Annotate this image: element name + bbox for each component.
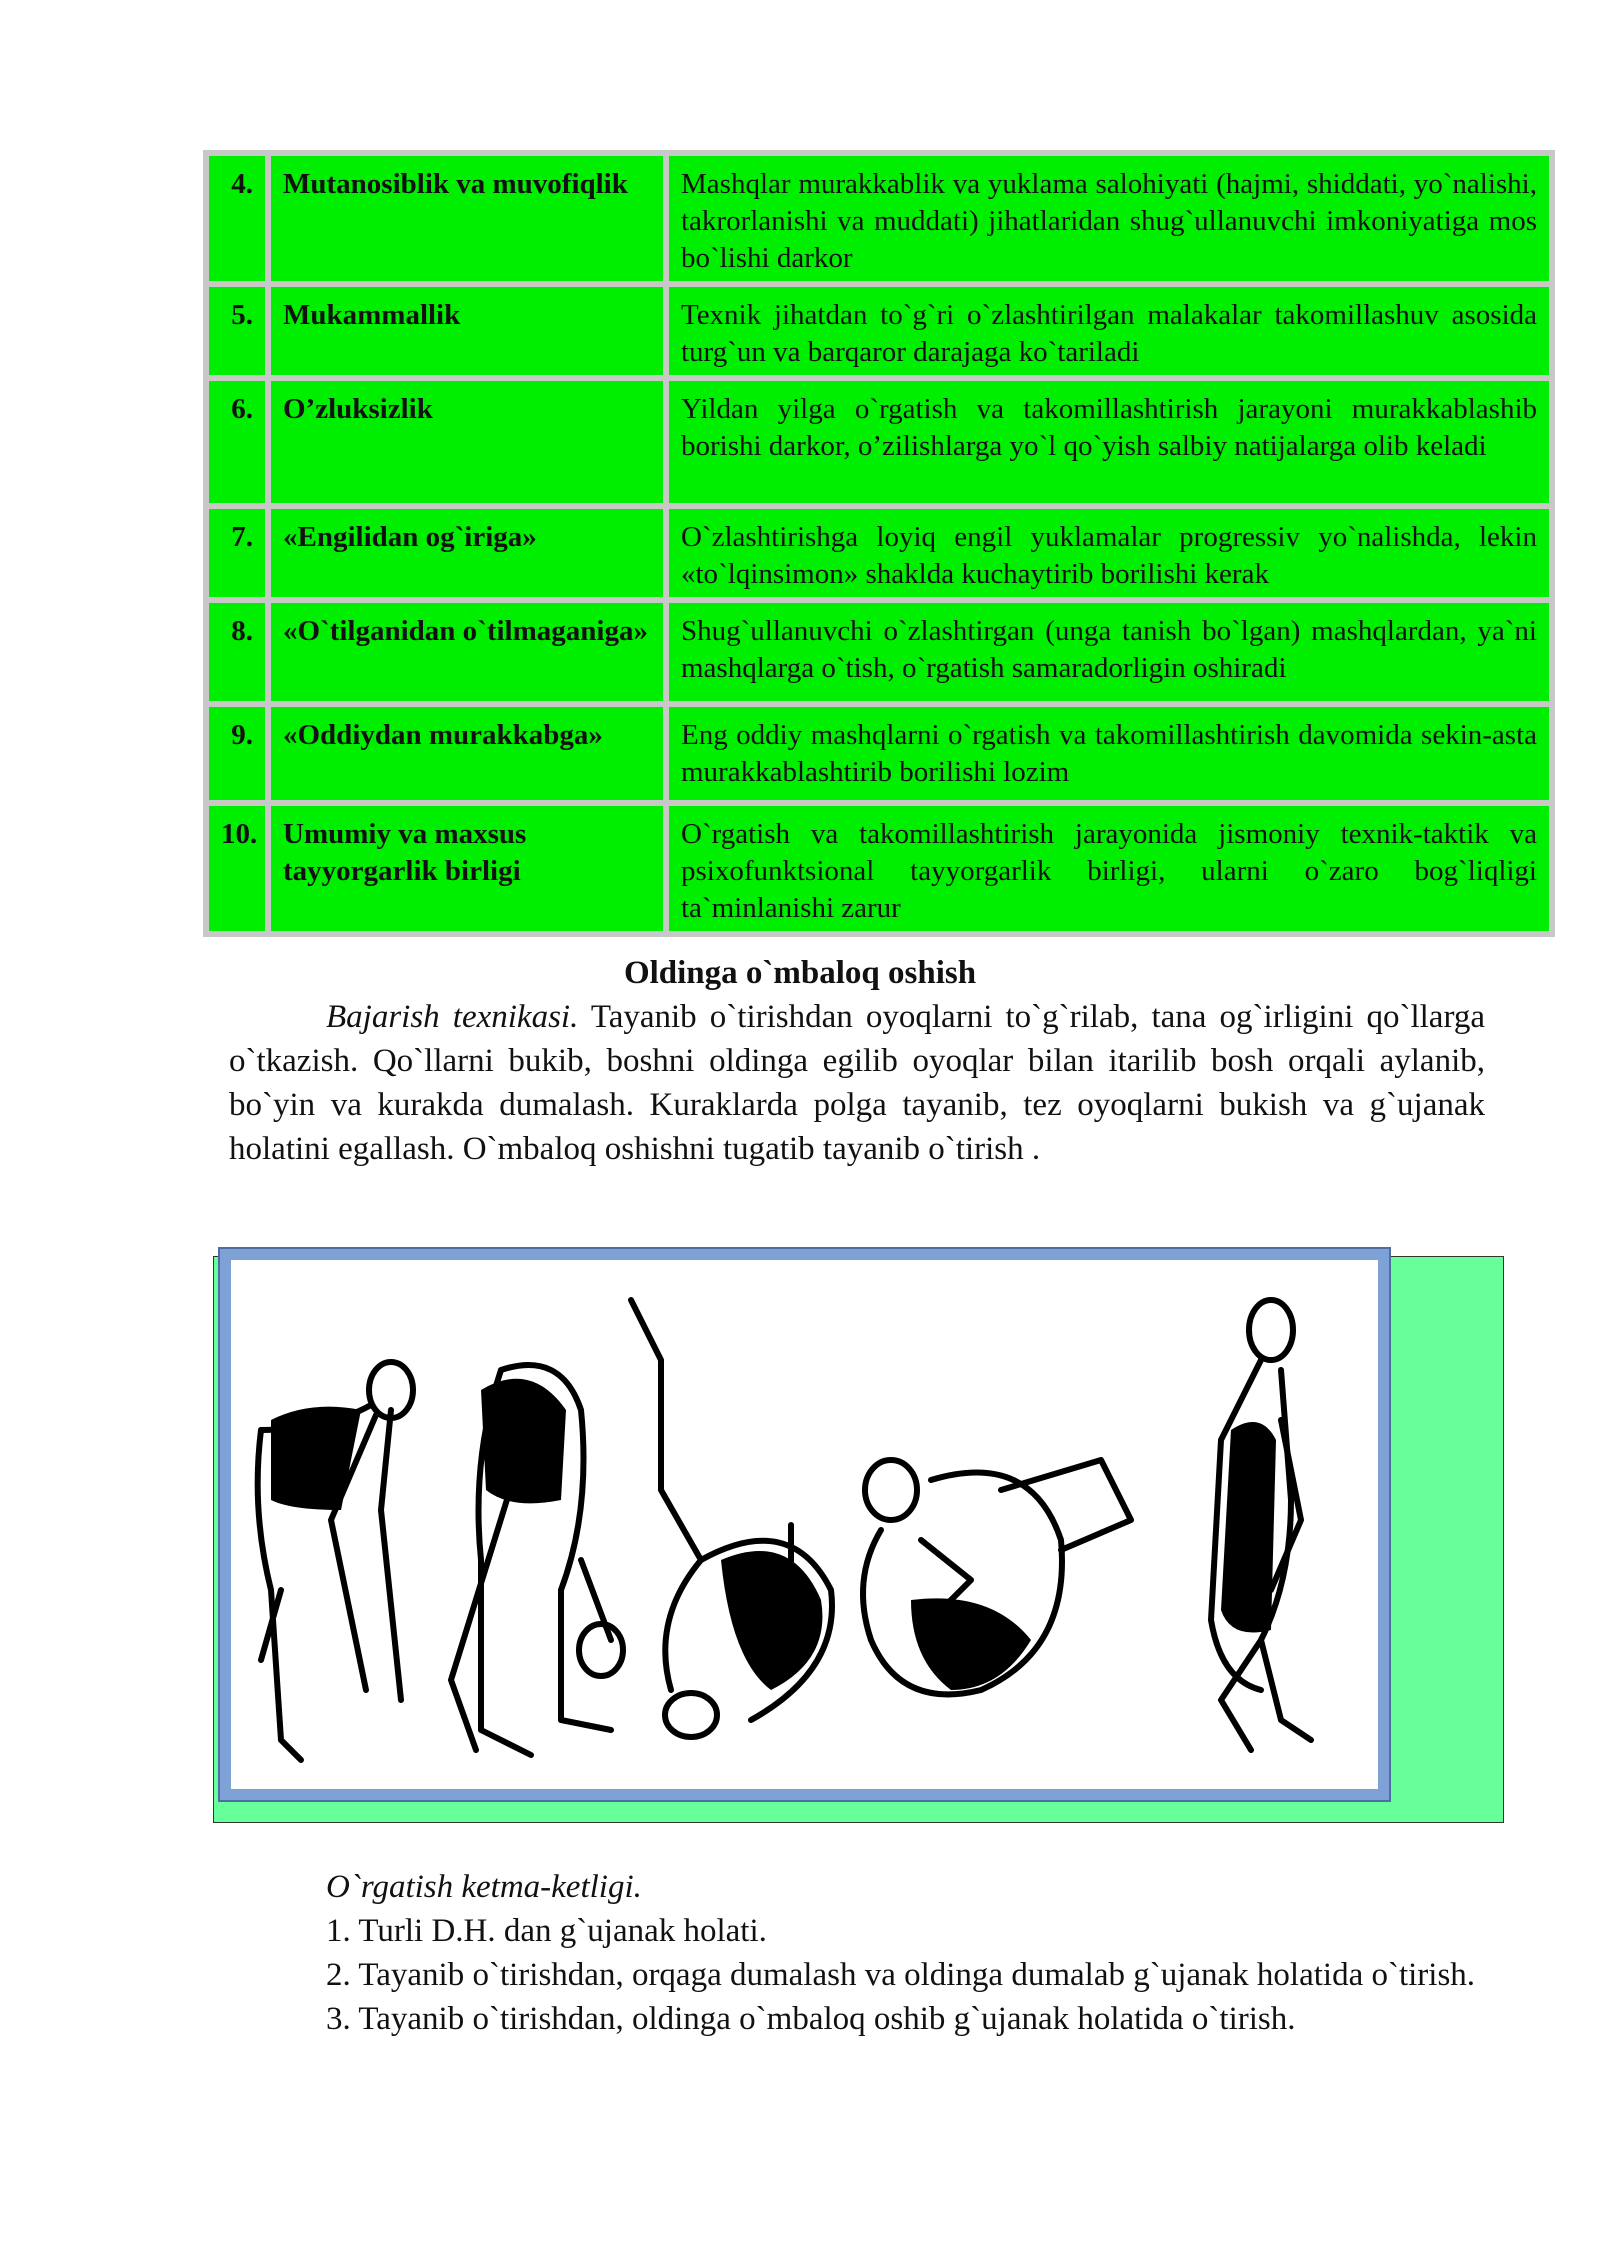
principle-name: «Oddiydan murakkabga»	[268, 704, 666, 803]
row-number: 5.	[206, 284, 268, 378]
table-row	[206, 803, 1552, 934]
principle-name: Mutanosiblik va muvofiqlik	[268, 153, 666, 284]
table-row	[206, 506, 1552, 600]
row-number: 4.	[206, 153, 268, 284]
forward-roll-illustration	[231, 1260, 1378, 1789]
row-number: 10.	[206, 803, 268, 934]
forward-roll-figure	[218, 1247, 1391, 1802]
principle-description: Eng oddiy mashqlarni o`rgatish va takomillashtirish davomida sekin-asta murakkablashtirib borilishi lozim	[666, 704, 1552, 803]
section-heading: Oldinga o`mbaloq oshish	[623, 955, 977, 991]
principles-table	[206, 153, 1552, 934]
torso-shape-2	[481, 1379, 566, 1504]
table-row	[206, 378, 1552, 506]
table-row	[206, 284, 1552, 378]
technique-label: Bajarish texnikasi.	[326, 999, 579, 1035]
principle-name: «O`tilganidan o`tilmaganiga»	[268, 600, 666, 704]
list-item: 2. Tayanib o`tirishdan, orqaga dumalash va oldinga dumalab g`ujanak holatida o`tirish.	[326, 1957, 1476, 1993]
row-number: 7.	[206, 506, 268, 600]
torso-shape-3	[721, 1551, 822, 1690]
gymnast-phase-3-icon	[631, 1300, 832, 1737]
principle-description: Shug`ullanuvchi o`zlashtirgan (unga tanish bo`lgan) mashqlardan, ya`ni mashqlarga o`tish, o`rgatish samaradorligin oshiradi	[666, 600, 1552, 704]
principle-name: Mukammallik	[268, 284, 666, 378]
principle-name: Umumiy va maxsus tayyorgarlik birligi	[268, 803, 666, 934]
principle-description: Mashqlar murakkablik va yuklama salohiyati (hajmi, shiddati, yo`nalishi, takrorlanishi va muddati) jihatlaridan shug`ullanuvchi imkoniyatiga mos bo`lishi darkor	[666, 153, 1552, 284]
principle-description: Yildan yilga o`rgatish va takomillashtirish jarayoni murakkablashib borishi darkor, o’zilishlarga yo`l qo`yish salbiy natijalarga olib keladi	[666, 378, 1552, 506]
principles-table-container	[203, 150, 1555, 937]
sequence-steps	[229, 1909, 1485, 2041]
technique-text: Tayanib o`tirishdan oyoqlarni to`g`rilab, tana og`irligini qo`llarga o`tkazish. Qo`llarni bukib, boshni oldinga egilib oyoqlar bilan itarilib bosh orqali aylanib, bo`yin va kurakda dumalash. Kuraklarda polga tayanib, tez oyoqlarni bukish va g`ujanak holatini egallash. O`mbaloq oshishni tugatib tayanib o`tirish .	[229, 999, 1485, 1167]
table-row	[206, 153, 1552, 284]
principle-name: O’zluksizlik	[268, 378, 666, 506]
row-number: 8.	[206, 600, 268, 704]
torso-shape-1	[271, 1407, 361, 1510]
principle-description: Texnik jihatdan to`g`ri o`zlashtirilgan malakalar takomillashuv asosida turg`un va barqaror darajaga ko`tariladi	[666, 284, 1552, 378]
sequence-title-text: O`rgatish ketma-ketligi.	[326, 1869, 642, 1905]
principle-description: O`zlashtirishga loyiq engil yuklamalar progressiv yo`nalishda, lekin «to`lqinsimon» shaklda kuchaytirib borilishi kerak	[666, 506, 1552, 600]
list-item: 1. Turli D.H. dan g`ujanak holati.	[326, 1913, 767, 1949]
list-item: 3. Tayanib o`tirishdan, oldinga o`mbaloq oshib g`ujanak holatida o`tirish.	[326, 2001, 1296, 2037]
torso-shape-4	[911, 1598, 1031, 1690]
torso-shape-5	[1221, 1422, 1276, 1633]
figure-canvas	[231, 1260, 1378, 1789]
row-number: 6.	[206, 378, 268, 506]
table-row	[206, 704, 1552, 803]
sequence-title	[326, 1865, 642, 1909]
principle-name: «Engilidan og`iriga»	[268, 506, 666, 600]
principle-description: O`rgatish va takomillashtirish jarayonida jismoniy texnik-taktik va psixofunktsional tayyorgarlik birligi, ularni o`zaro bog`liqligi ta`minlanishi zarur	[666, 803, 1552, 934]
table-row	[206, 600, 1552, 704]
technique-paragraph	[229, 995, 1485, 1171]
row-number: 9.	[206, 704, 268, 803]
